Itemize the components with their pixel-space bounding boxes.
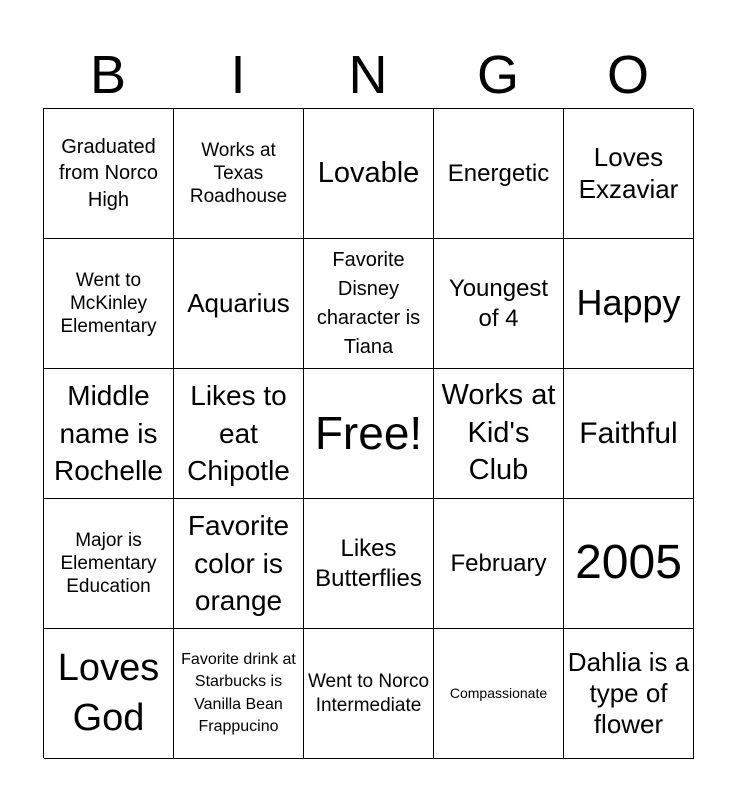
bingo-cell[interactable]: Dahlia is a type of flower — [564, 629, 694, 759]
bingo-cell[interactable]: Likes Butterflies — [304, 499, 434, 629]
bingo-cell[interactable]: Went to Norco Intermediate — [304, 629, 434, 759]
bingo-cell[interactable]: Favorite color is orange — [174, 499, 304, 629]
bingo-cell[interactable]: Faithful — [564, 369, 694, 499]
free-space[interactable]: Free! — [304, 369, 434, 499]
header-letter-i: I — [230, 45, 246, 105]
header-letter-b: B — [89, 45, 127, 105]
header-letter-n: N — [348, 45, 388, 105]
bingo-cell[interactable]: Favorite drink at Starbucks is Vanilla Bean Frappucino — [174, 629, 304, 759]
bingo-cell[interactable]: Likes to eat Chipotle — [174, 369, 304, 499]
bingo-cell[interactable]: Happy — [564, 239, 694, 369]
bingo-cell[interactable]: 2005 — [564, 499, 694, 629]
bingo-cell[interactable]: Works at Kid's Club — [434, 369, 564, 499]
bingo-cell[interactable]: Loves God — [44, 629, 174, 759]
bingo-cell[interactable]: Favorite Disney character is Tiana — [304, 239, 434, 369]
bingo-cell[interactable]: Went to McKinley Elementary — [44, 239, 174, 369]
bingo-cell[interactable]: Major is Elementary Education — [44, 499, 174, 629]
bingo-cell[interactable]: Aquarius — [174, 239, 304, 369]
bingo-cell[interactable]: Works at Texas Roadhouse — [174, 109, 304, 239]
bingo-cell[interactable]: Youngest of 4 — [434, 239, 564, 369]
header-letter-o: O — [606, 45, 649, 105]
bingo-cell[interactable]: Energetic — [434, 109, 564, 239]
bingo-cell[interactable]: Middle name is Rochelle — [44, 369, 174, 499]
header-letter-g: G — [476, 45, 519, 105]
bingo-cell[interactable]: Lovable — [304, 109, 434, 239]
bingo-header — [43, 42, 693, 108]
bingo-cell[interactable]: Loves Exzaviar — [564, 109, 694, 239]
bingo-cell[interactable]: February — [434, 499, 564, 629]
bingo-board — [43, 108, 693, 758]
bingo-cell[interactable]: Graduated from Norco High — [44, 109, 174, 239]
bingo-cell[interactable]: Compassionate — [434, 629, 564, 759]
